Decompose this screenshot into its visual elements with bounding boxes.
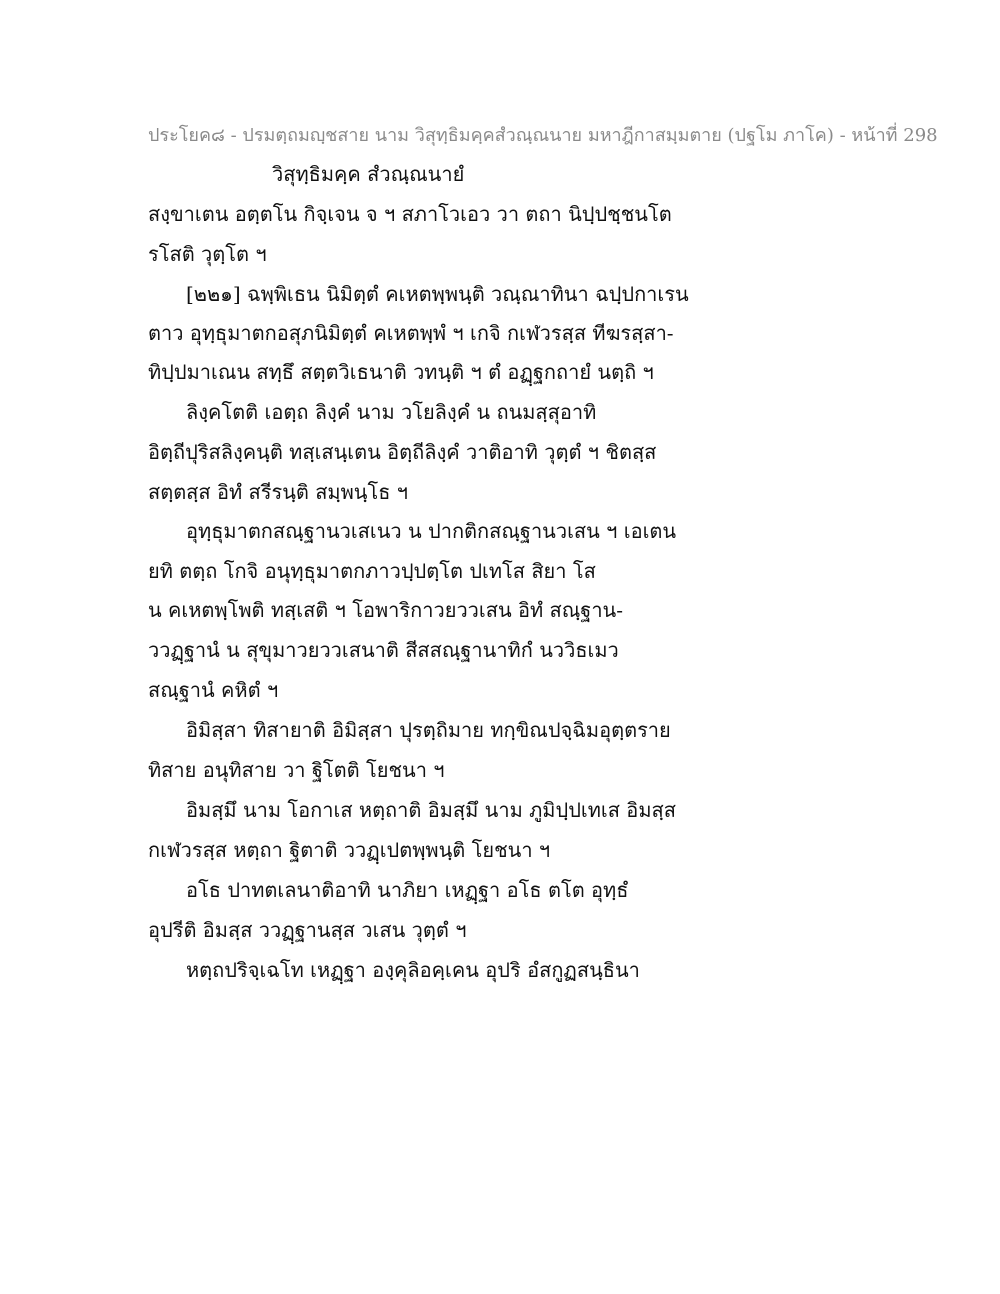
text-line: อุปรีติ อิมสฺส ววฏฺฐานสฺส วเสน วุตฺตํ ฯ — [148, 918, 467, 942]
text-line: สตฺตสฺส อิทํ สรีรนฺติ สมฺพนฺโธ ฯ — [148, 480, 408, 504]
paragraph-first-line: อิมิสฺสา ทิสายาติ อิมิสฺสา ปุรตฺถิมาย ทกฺขิณปจฺฉิมอุตฺตราย — [186, 718, 671, 742]
paragraph-first-line: [๒๒๑] ฉพฺพิเธน นิมิตฺตํ คเหตพฺพนฺติ วณฺณาทินา ฉปฺปกาเรน — [186, 282, 689, 306]
text-line: สงฺขาเตน อตฺตโน กิจฺเจน จ ฯ สภาโวเอว วา ตถา นิปฺปชฺชนโต — [148, 202, 672, 226]
text-line: รโสติ วุตฺโต ฯ — [148, 242, 267, 266]
paragraph-first-line: อิมสฺมึ นาม โอกาเส หตฺถาติ อิมสฺมึ นาม ภูมิปฺปเทเส อิมสฺส — [186, 798, 676, 822]
text-line: ยทิ ตตฺถ โกจิ อนุทฺธุมาตกภาวปฺปตฺโต ปเทโส สิยา โส — [148, 559, 596, 583]
paragraph-first-line: หตฺถปริจฺเฉโท เหฏฺฐา องฺคุลิอคฺเคน อุปริ อํสกูฏสนฺธินา — [186, 958, 640, 982]
text-line: สณฺฐานํ คหิตํ ฯ — [148, 678, 279, 702]
text-line: กเฬวรสฺส หตฺถา ฐิตาติ ววฏฺเปตพฺพนฺติ โยชนา ฯ — [148, 838, 551, 862]
text-line: ววฏฺฐานํ น สุขุมาวยววเสนาติ สีสสณฺฐานาทิกํ นววิธเมว — [148, 638, 619, 662]
running-title: วิสุทฺธิมคฺค สํวณฺณนายํ — [272, 162, 465, 186]
text-line: ทิปฺปมาเณน สทฺธึ สตฺตวิเธนาติ วทนฺติ ฯ ตํ อฏฺฐกถายํ นตฺถิ ฯ — [148, 360, 654, 384]
page-header: ประโยค๘ - ปรมตฺถมญฺชสาย นาม วิสุทฺธิมคฺคสํวณฺณนาย มหาฎีกาสมฺมตาย (ปฐโม ภาโค) - หน้าที่ 298 — [148, 125, 938, 146]
text-line: น คเหตพฺโพติ ทสฺเสติ ฯ โอพาริกาวยววเสน อิทํ สณฺฐาน- — [148, 598, 623, 622]
text-line: อิตฺถีปุริสลิงฺคนฺติ ทสฺเสนฺเตน อิตฺถีลิงฺคํ วาติอาทิ วุตฺตํ ฯ ชิตสฺส — [148, 440, 657, 464]
paragraph-first-line: ลิงฺคโตติ เอตฺถ ลิงฺคํ นาม วโยลิงฺคํ น ถนมสฺสุอาทิ — [186, 400, 597, 424]
paragraph-first-line: อุทฺธุมาตกสณฺฐานวเสเนว น ปากติกสณฺฐานวเสน ฯ เอเตน — [186, 519, 677, 543]
text-line: ทิสาย อนุทิสาย วา ฐิโตติ โยชนา ฯ — [148, 758, 445, 782]
text-line: ตาว อุทฺธุมาตกอสุภนิมิตฺตํ คเหตพฺพํ ฯ เกจิ กเฬวรสฺส ทีฆรสฺสา- — [148, 321, 674, 345]
paragraph-first-line: อโธ ปาทตเลนาติอาทิ นาภิยา เหฏฺฐา อโธ ตโต อุทฺธํ — [186, 878, 629, 902]
